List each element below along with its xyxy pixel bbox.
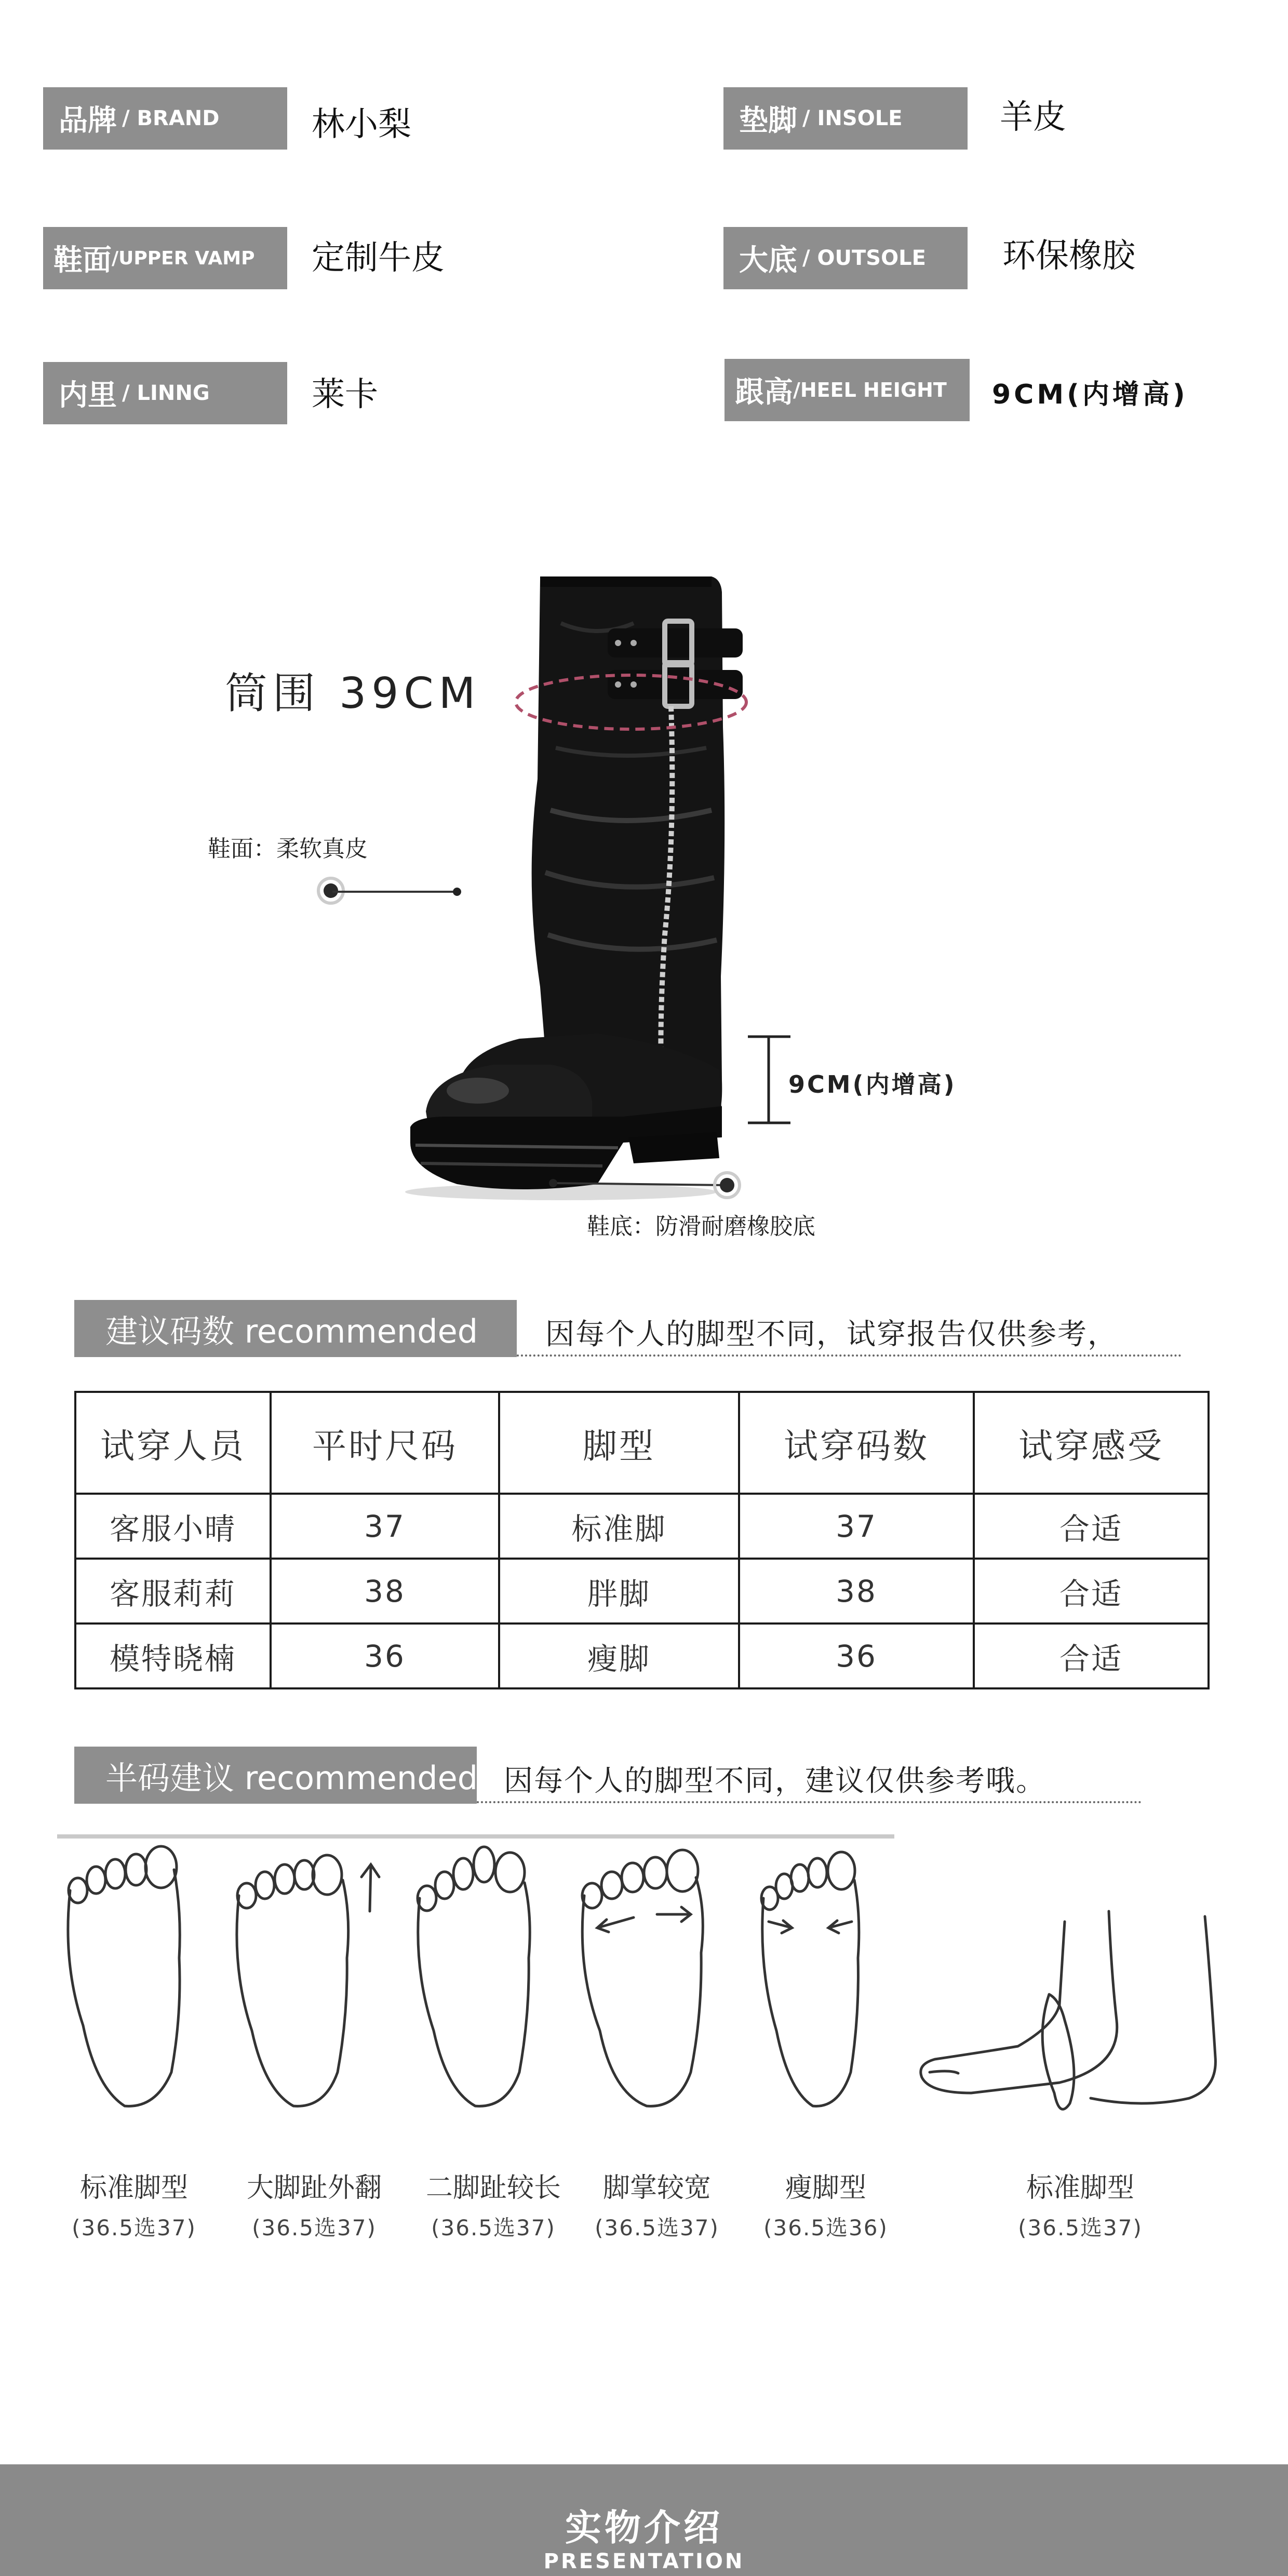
table-row bbox=[75, 1559, 1209, 1624]
fitting-table bbox=[74, 1391, 1210, 1689]
foot-caption-subtitle: (36.5选37) bbox=[1018, 2215, 1143, 2240]
banner-subtitle: PRESENTATION bbox=[543, 2550, 745, 2573]
table-header-cell: 试穿码数 bbox=[739, 1392, 974, 1494]
table-cell: 模特晓楠 bbox=[75, 1624, 271, 1688]
standard-foot-icon bbox=[68, 1846, 180, 2106]
foot-caption-subtitle: (36.5选37) bbox=[595, 2215, 719, 2240]
spec-label-lining bbox=[43, 362, 287, 424]
long-second-toe-foot-icon bbox=[418, 1847, 530, 2106]
table-row bbox=[75, 1624, 1209, 1688]
table-header-cell: 试穿人员 bbox=[75, 1392, 271, 1494]
feet-illustrations bbox=[0, 1839, 1288, 2129]
half-size-note: 因每个人的脚型不同，建议仅供参考哦。 bbox=[504, 1764, 1046, 1798]
spec-label-en: / INSOLE bbox=[802, 106, 903, 130]
spec-label-zh: 垫脚 bbox=[739, 104, 797, 138]
foot-caption-title: 标准脚型 bbox=[79, 2172, 188, 2204]
presentation-banner bbox=[0, 2464, 1288, 2576]
spec-label-en: / OUTSOLE bbox=[802, 246, 926, 270]
table-header-cell: 平时尺码 bbox=[271, 1392, 499, 1494]
table-cell: 36 bbox=[271, 1624, 499, 1688]
spec-label-zh: 大底 bbox=[739, 244, 797, 277]
foot-caption-standard bbox=[51, 2166, 217, 2242]
upper-material-label: 鞋面：柔软真皮 bbox=[208, 836, 368, 862]
banner-title: 实物介绍 bbox=[565, 2506, 723, 2549]
foot-caption-title: 瘦脚型 bbox=[785, 2172, 866, 2204]
spec-label-zh: 跟高 bbox=[735, 375, 793, 409]
divider bbox=[57, 1834, 894, 1839]
foot-caption-bunion bbox=[231, 2166, 397, 2242]
narrow-foot-icon bbox=[761, 1852, 859, 2106]
table-cell: 36 bbox=[739, 1624, 974, 1688]
size-section-underline bbox=[517, 1354, 1182, 1357]
foot-caption-subtitle: (36.5选37) bbox=[431, 2215, 556, 2240]
bunion-foot-icon bbox=[237, 1855, 379, 2106]
table-cell: 38 bbox=[271, 1559, 499, 1624]
table-cell: 瘦脚 bbox=[499, 1624, 739, 1688]
half-size-underline bbox=[477, 1801, 1142, 1803]
table-cell: 胖脚 bbox=[499, 1559, 739, 1624]
spec-value-upper: 定制牛皮 bbox=[312, 239, 445, 277]
foot-caption-wide bbox=[574, 2166, 740, 2242]
foot-caption-title: 二脚趾较长 bbox=[425, 2172, 561, 2204]
spec-value-outsole: 环保橡胶 bbox=[1002, 237, 1135, 275]
foot-side-view-icon bbox=[921, 1911, 1216, 2109]
spec-label-en: /UPPER VAMP bbox=[112, 247, 255, 269]
table-cell: 客服莉莉 bbox=[75, 1559, 271, 1624]
spec-label-en: /HEEL HEIGHT bbox=[793, 379, 947, 401]
spec-label-insole bbox=[723, 87, 968, 150]
half-size-header: 半码建议 recommended bbox=[74, 1747, 477, 1804]
table-cell: 37 bbox=[739, 1494, 974, 1559]
spec-label-outsole bbox=[723, 227, 968, 289]
foot-caption-title: 脚掌较宽 bbox=[602, 2172, 711, 2204]
table-cell: 客服小晴 bbox=[75, 1494, 271, 1559]
foot-caption-subtitle: (36.5选37) bbox=[72, 2215, 196, 2240]
size-section-note: 因每个人的脚型不同，试穿报告仅供参考， bbox=[545, 1318, 1118, 1351]
table-cell: 37 bbox=[271, 1494, 499, 1559]
spec-label-en: / BRAND bbox=[122, 106, 220, 130]
spec-value-lining: 莱卡 bbox=[312, 375, 378, 414]
boot-illustration bbox=[0, 545, 1288, 1220]
foot-caption-long-toe bbox=[410, 2166, 576, 2242]
wide-foot-icon bbox=[582, 1850, 703, 2106]
spec-label-zh: 鞋面 bbox=[53, 244, 112, 277]
size-section-header: 建议码数 recommended bbox=[74, 1300, 517, 1357]
table-cell: 合适 bbox=[974, 1624, 1209, 1688]
foot-caption-narrow bbox=[743, 2166, 909, 2242]
table-cell: 合适 bbox=[974, 1559, 1209, 1624]
spec-label-upper bbox=[43, 227, 287, 289]
spec-value-brand: 林小梨 bbox=[312, 105, 411, 144]
spec-label-zh: 品牌 bbox=[59, 104, 117, 138]
table-header-cell: 脚型 bbox=[499, 1392, 739, 1494]
table-cell: 标准脚 bbox=[499, 1494, 739, 1559]
table-row bbox=[75, 1494, 1209, 1559]
table-header-cell: 试穿感受 bbox=[974, 1392, 1209, 1494]
foot-caption-subtitle: (36.5选37) bbox=[252, 2215, 377, 2240]
table-header-row bbox=[75, 1392, 1209, 1494]
spec-value-heel: 9CM(内增高) bbox=[992, 379, 1188, 410]
foot-caption-side bbox=[997, 2166, 1163, 2242]
circumference-label: 筒围 39CM bbox=[225, 669, 481, 718]
foot-caption-subtitle: (36.5选36) bbox=[763, 2215, 888, 2240]
sole-material-label: 鞋底：防滑耐磨橡胶底 bbox=[587, 1213, 815, 1240]
foot-caption-title: 大脚趾外翻 bbox=[246, 2172, 382, 2204]
spec-label-heel bbox=[725, 359, 970, 421]
table-cell: 合适 bbox=[974, 1494, 1209, 1559]
spec-value-insole: 羊皮 bbox=[1000, 98, 1066, 137]
spec-label-brand bbox=[43, 87, 287, 150]
heel-height-label: 9CM(内增高) bbox=[788, 1070, 957, 1098]
table-cell: 38 bbox=[739, 1559, 974, 1624]
spec-label-en: / LINNG bbox=[122, 381, 210, 405]
foot-caption-title: 标准脚型 bbox=[1026, 2172, 1134, 2204]
spec-label-zh: 内里 bbox=[59, 379, 117, 412]
